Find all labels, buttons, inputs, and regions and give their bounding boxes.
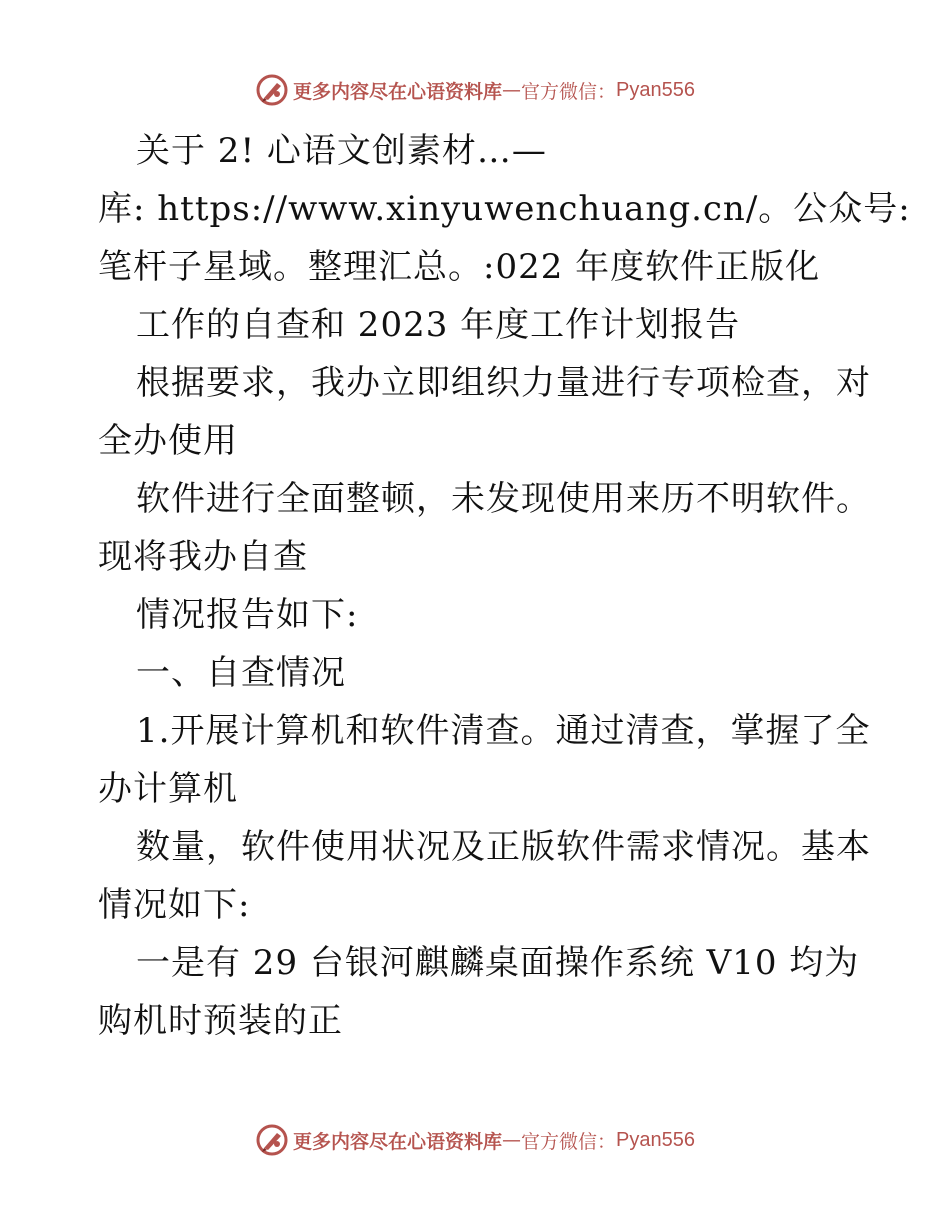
text-line: 全办使用 [98, 421, 238, 461]
text-line: 情况如下: [98, 885, 251, 925]
text-line: 数量，软件使用状况及正版软件需求情况。基本 [136, 827, 871, 867]
text-line: 关于 2! 心语文创素材…— [136, 131, 547, 171]
banner-site-text: 更多内容尽在心语资料库 [293, 80, 503, 103]
text-line: 购机时预装的正 [98, 1001, 343, 1041]
text-line: 一是有 29 台银河麒麟桌面操作系统 V10 均为 [136, 943, 860, 983]
pen-logo-icon [255, 1123, 289, 1157]
banner-contact-label: 官方微信： [521, 1130, 617, 1153]
text-line: 办计算机 [98, 769, 238, 809]
footer-banner [0, 1120, 950, 1160]
text-line: 1.开展计算机和软件清查。通过清查，掌握了全 [136, 711, 871, 751]
text-line: 库: https://www.xinyuwenchuang.cn/。公众号: [98, 189, 911, 229]
text-line: 现将我办自查 [98, 537, 308, 577]
text-line: 工作的自查和 2023 年度工作计划报告 [136, 305, 741, 345]
banner-dash: — [502, 1129, 522, 1151]
banner-contact-id: Pyan556 [616, 1128, 695, 1151]
pen-logo-icon [255, 73, 289, 107]
header-banner [0, 70, 950, 110]
text-line: 情况报告如下: [136, 595, 359, 635]
banner-contact-label: 官方微信： [521, 80, 617, 103]
banner-dash: — [502, 79, 522, 101]
document-body [98, 122, 911, 1050]
text-line: 根据要求，我办立即组织力量进行专项检查，对 [136, 363, 871, 403]
banner-site-text: 更多内容尽在心语资料库 [293, 1130, 503, 1153]
text-line: 笔杆子星域。整理汇总。:022 年度软件正版化 [98, 247, 821, 287]
section-heading: 一、自查情况 [136, 653, 346, 693]
banner-contact-id: Pyan556 [616, 78, 695, 101]
text-line: 软件进行全面整顿，未发现使用来历不明软件。 [136, 479, 871, 519]
